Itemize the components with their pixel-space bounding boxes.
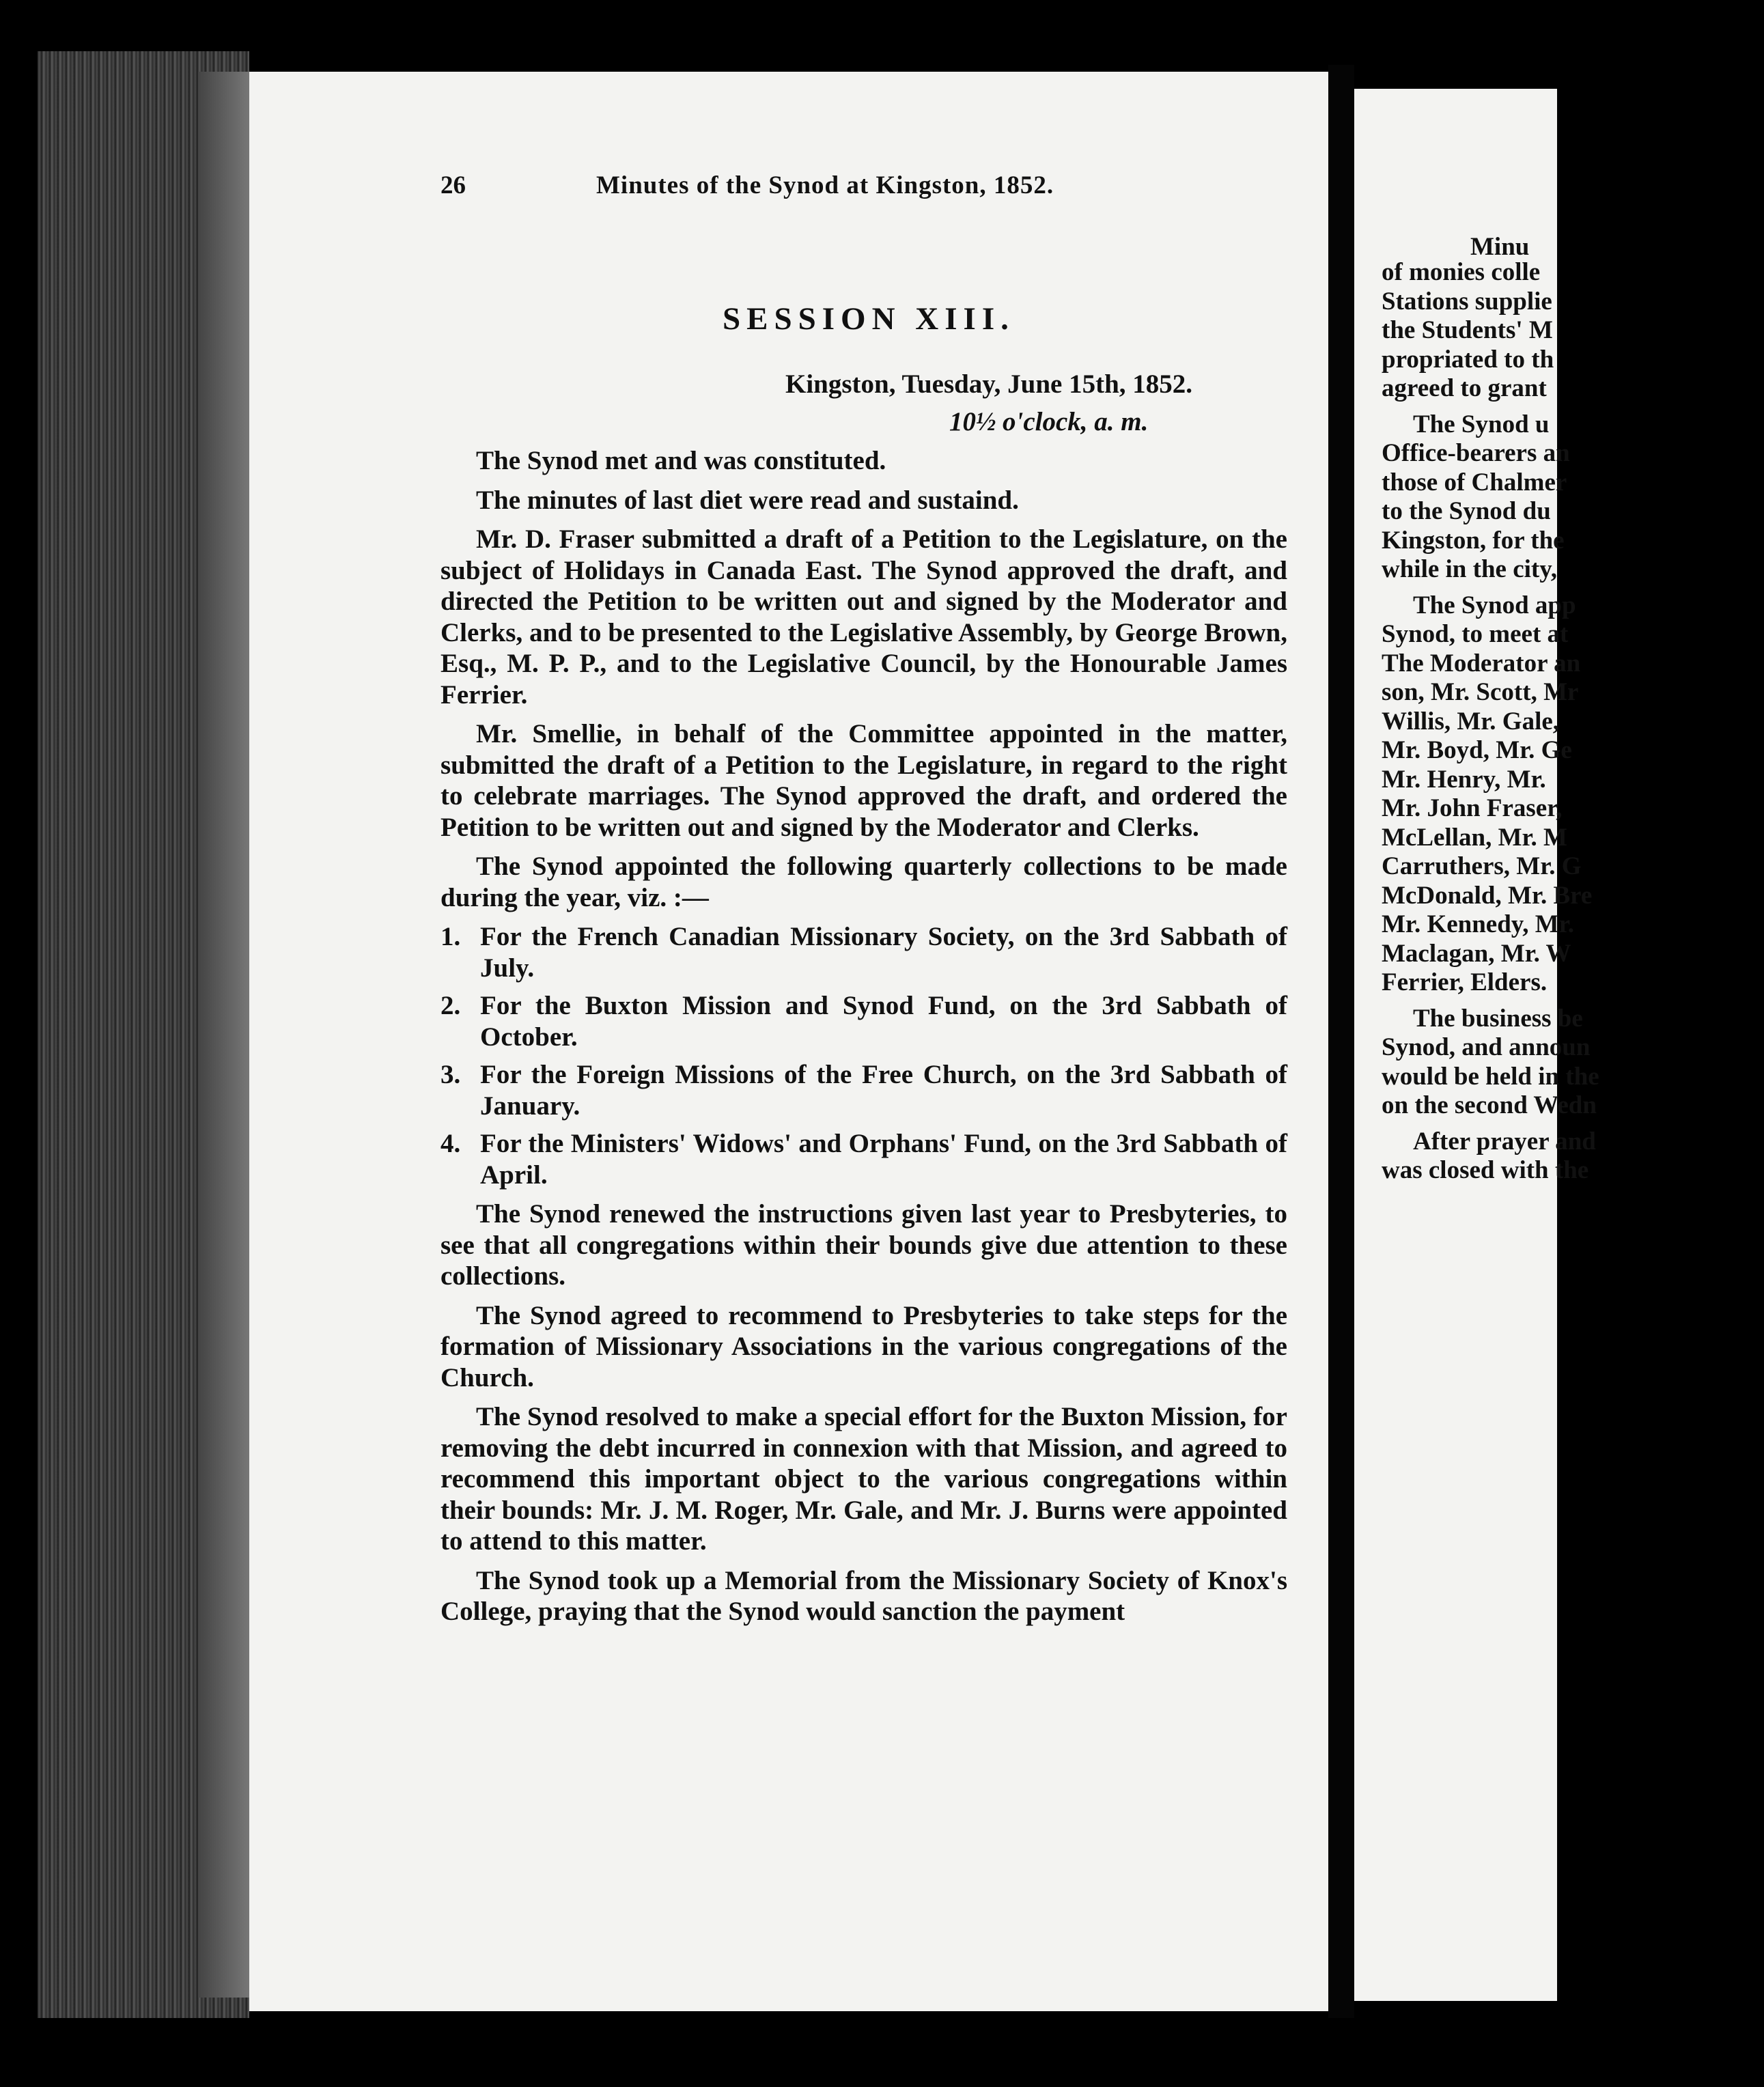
- text-line: Kingston, for the: [1382, 526, 1565, 555]
- list-item: [440, 990, 1287, 1052]
- right-running-head: Minu: [1470, 233, 1530, 261]
- text-line: on the second Wedn: [1382, 1091, 1597, 1119]
- text-line: The Moderator an: [1382, 649, 1581, 677]
- text-line: propriated to th: [1382, 345, 1554, 374]
- text-line: of monies colle: [1382, 258, 1541, 286]
- book-page-edges: [38, 51, 249, 2018]
- paragraph: The Synod took up a Memorial from the Missionary Society of Knox's College, praying that the Synod would sanction the payment: [440, 1565, 1287, 1626]
- list-item: [440, 921, 1287, 983]
- text-line: Office-bearers an: [1382, 439, 1570, 467]
- paragraph: The Synod appointed the following quarterly collections to be made during the year, viz. :—: [440, 852, 1287, 912]
- session-title: SESSION XIII.: [723, 301, 1015, 337]
- text-line: was closed with the: [1382, 1156, 1589, 1184]
- list-number: 4.: [440, 1129, 461, 1158]
- text-line: to the Synod du: [1382, 497, 1551, 525]
- page-body: [440, 445, 1287, 1636]
- right-page-body: [1382, 258, 1764, 1186]
- paragraph: Mr. Smellie, in behalf of the Committee appointed in the matter, submitted the draft of a Petition to the Legislature, in regard to the right to celebrate marriages. The Synod approved the draft, and ordered the Petition to be written out and signed by the Moderator and Clerks.: [440, 719, 1287, 842]
- text-line: while in the city,: [1382, 555, 1557, 583]
- text-line: McLellan, Mr. M: [1382, 823, 1567, 852]
- right-page: [1354, 89, 1599, 2001]
- list-item: [440, 1059, 1287, 1121]
- text-line: agreed to grant: [1382, 374, 1547, 402]
- text-line: Carruthers, Mr. G: [1382, 852, 1582, 880]
- text-line: The Synod app: [1413, 591, 1576, 619]
- paragraph: The minutes of last diet were read and sustaind.: [476, 485, 1019, 515]
- list-number: 2.: [440, 991, 461, 1020]
- list-text: For the Ministers' Widows' and Orphans' Fund, on the 3rd Sabbath of April.: [480, 1129, 1287, 1190]
- text-line: Mr. John Fraser,: [1382, 794, 1563, 822]
- session-time: 10½ o'clock, a. m.: [949, 407, 1149, 436]
- text-line: Mr. Boyd, Mr. Ge: [1382, 736, 1572, 764]
- text-line: the Students' M: [1382, 316, 1553, 344]
- text-line: would be held in the: [1382, 1062, 1599, 1091]
- text-line: The Synod u: [1413, 410, 1550, 438]
- text-line: After prayer and: [1413, 1127, 1596, 1155]
- running-head-title: Minutes of the Synod at Kingston, 1852.: [596, 171, 1054, 199]
- text-line: McDonald, Mr. Bre: [1382, 881, 1593, 910]
- paragraph: The Synod resolved to make a special effort for the Buxton Mission, for removing the debt incurred in connexion with that Mission, and agreed to recommend this important object to the various congregations within their bounds: Mr. J. M. Roger, Mr. Gale, and Mr. J. Burns were appointed to attend to this matter.: [440, 1402, 1287, 1556]
- book-gutter: [1328, 65, 1354, 2018]
- collections-list: [440, 921, 1287, 1190]
- text-line: Ferrier, Elders.: [1382, 968, 1548, 996]
- paragraph: The Synod agreed to recommend to Presbyteries to take steps for the formation of Missionary Associations in the various congregations of the Church.: [440, 1300, 1287, 1392]
- paragraph: Mr. D. Fraser submitted a draft of a Petition to the Legislature, on the subject of Holidays in Canada East. The Synod approved the draft, and directed the Petition to be written out and signed by the Moderator and Clerks, and to be presented to the Legislative Assembly, by George Brown, Esq., M. P. P., and to the Legislative Council, by the Honourable James Ferrier.: [440, 524, 1287, 710]
- text-line: The business be: [1413, 1004, 1583, 1033]
- list-number: 1.: [440, 922, 461, 951]
- list-number: 3.: [440, 1060, 461, 1089]
- list-text: For the Buxton Mission and Synod Fund, on the 3rd Sabbath of October.: [480, 991, 1287, 1052]
- text-line: Stations supplie: [1382, 287, 1552, 316]
- page-number: 26: [440, 171, 466, 199]
- paragraph: The Synod met and was constituted.: [476, 446, 886, 475]
- list-text: For the French Canadian Missionary Society, on the 3rd Sabbath of July.: [480, 922, 1287, 983]
- text-line: son, Mr. Scott, Mr: [1382, 678, 1579, 706]
- paragraph: The Synod renewed the instructions given last year to Presbyteries, to see that all congregations within their bounds give due attention to these collections.: [440, 1199, 1287, 1291]
- text-line: Maclagan, Mr. W: [1382, 939, 1571, 968]
- list-text: For the Foreign Missions of the Free Church, on the 3rd Sabbath of January.: [480, 1060, 1287, 1121]
- text-line: Mr. Henry, Mr.: [1382, 765, 1546, 794]
- text-line: Willis, Mr. Gale,: [1382, 707, 1560, 736]
- text-line: Synod, and announ: [1382, 1033, 1591, 1061]
- text-line: those of Chalmer: [1382, 468, 1567, 496]
- text-line: Synod, to meet at: [1382, 620, 1569, 648]
- text-line: Mr. Kennedy, Mr.: [1382, 910, 1574, 938]
- session-dateline: Kingston, Tuesday, June 15th, 1852.: [785, 369, 1193, 399]
- list-item: [440, 1128, 1287, 1190]
